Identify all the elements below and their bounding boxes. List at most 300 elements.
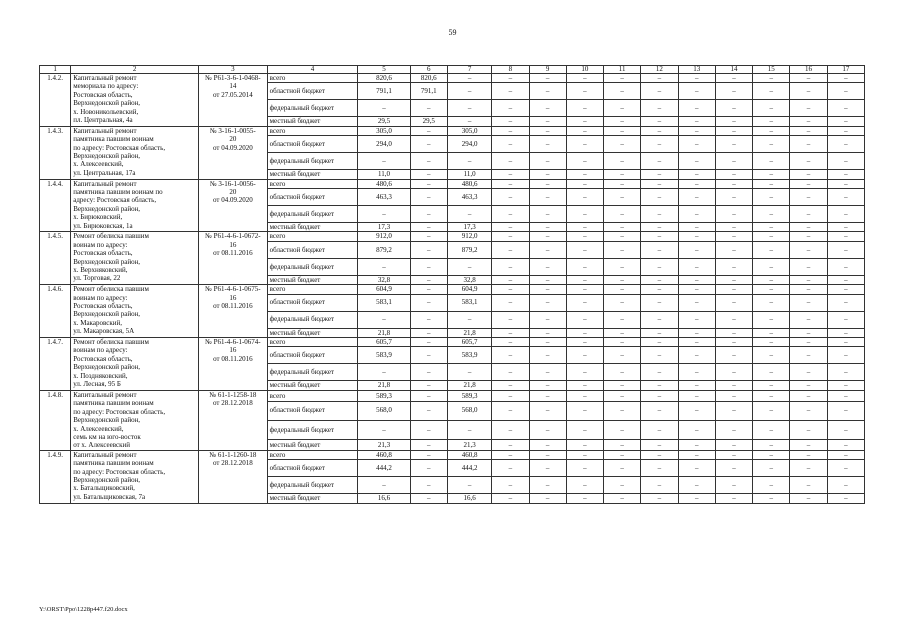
value-col-6: – [410,390,447,401]
value-empty: – [715,328,752,337]
header-cell: 17 [827,66,864,74]
value-empty: – [715,381,752,390]
value-empty: – [827,206,864,223]
value-col-7: 879,2 [447,241,491,258]
value-empty: – [715,136,752,153]
value-empty: – [529,170,566,179]
value-empty: – [604,241,641,258]
value-empty: – [492,477,529,494]
value-empty: – [529,206,566,223]
value-empty: – [715,258,752,275]
value-empty: – [529,153,566,170]
value-empty: – [827,223,864,232]
value-empty: – [827,420,864,439]
value-empty: – [753,294,790,311]
value-empty: – [641,450,678,459]
value-empty: – [715,275,752,284]
value-empty: – [827,83,864,100]
value-col-7: 32,8 [447,275,491,284]
value-empty: – [641,390,678,401]
header-cell: 7 [447,66,491,74]
item-number: 1.4.9. [40,450,71,503]
value-empty: – [604,170,641,179]
value-empty: – [715,420,752,439]
value-empty: – [753,381,790,390]
value-total: 294,0 [358,136,410,153]
value-col-7: – [447,206,491,223]
value-empty: – [678,117,715,126]
value-total: 463,3 [358,189,410,206]
funding-source: областной бюджет [267,294,358,311]
value-empty: – [790,420,827,439]
value-empty: – [492,364,529,381]
value-empty: – [790,179,827,188]
funding-source: местный бюджет [267,494,358,503]
value-empty: – [604,311,641,328]
value-col-6: – [410,179,447,188]
value-empty: – [790,381,827,390]
value-empty: – [827,294,864,311]
header-cell: 13 [678,66,715,74]
value-empty: – [566,74,603,83]
value-empty: – [604,206,641,223]
value-empty: – [678,223,715,232]
value-empty: – [827,275,864,284]
value-empty: – [529,328,566,337]
value-empty: – [715,223,752,232]
value-total: 21,8 [358,328,410,337]
value-empty: – [641,347,678,364]
value-empty: – [641,494,678,503]
header-cell: 15 [753,66,790,74]
header-cell: 10 [566,66,603,74]
value-col-6: – [410,126,447,135]
item-number: 1.4.6. [40,285,71,338]
funding-source: местный бюджет [267,381,358,390]
object-description: Капитальный ремонт памятника павшим воинам по адресу: Ростовская область, Верхнедонской район, х. Бирюковский, ул. Бирюковская, 1а [71,179,199,232]
value-empty: – [753,460,790,477]
value-empty: – [492,440,529,451]
value-total: – [358,153,410,170]
document-reference: № Р61-4-6-1-0674- 16 от 08.11.2016 [199,338,267,391]
value-empty: – [827,153,864,170]
value-empty: – [827,328,864,337]
value-empty: – [604,126,641,135]
value-empty: – [790,477,827,494]
value-empty: – [604,83,641,100]
value-empty: – [827,189,864,206]
value-col-6: – [410,153,447,170]
header-cell: 6 [410,66,447,74]
value-empty: – [529,294,566,311]
funding-source: местный бюджет [267,440,358,451]
value-col-6: – [410,170,447,179]
value-total: 583,1 [358,294,410,311]
value-empty: – [790,241,827,258]
value-empty: – [790,189,827,206]
value-empty: – [827,401,864,420]
value-empty: – [566,347,603,364]
value-empty: – [827,179,864,188]
value-empty: – [678,232,715,241]
value-empty: – [492,83,529,100]
table-row [40,338,865,347]
value-empty: – [715,477,752,494]
value-empty: – [715,338,752,347]
value-empty: – [566,136,603,153]
value-empty: – [790,100,827,117]
funding-source: областной бюджет [267,189,358,206]
value-empty: – [566,381,603,390]
value-empty: – [529,420,566,439]
value-total: 17,3 [358,223,410,232]
funding-source: областной бюджет [267,241,358,258]
value-empty: – [678,294,715,311]
value-empty: – [715,179,752,188]
value-empty: – [753,232,790,241]
value-col-7: 912,0 [447,232,491,241]
value-empty: – [678,460,715,477]
value-empty: – [529,381,566,390]
value-col-6: – [410,338,447,347]
value-empty: – [790,440,827,451]
header-cell: 12 [641,66,678,74]
value-col-6: – [410,311,447,328]
value-col-7: – [447,83,491,100]
value-col-6: – [410,460,447,477]
value-empty: – [715,74,752,83]
value-empty: – [827,136,864,153]
value-empty: – [827,450,864,459]
value-empty: – [566,364,603,381]
funding-source: областной бюджет [267,347,358,364]
value-empty: – [492,347,529,364]
object-description: Ремонт обелиска павшим воинам по адресу: Ростовская область, Верхнедонской район, х. Поздняковский, ул. Лесная, 95 Б [71,338,199,391]
value-empty: – [566,311,603,328]
value-empty: – [715,460,752,477]
value-empty: – [492,74,529,83]
value-empty: – [566,179,603,188]
value-empty: – [678,258,715,275]
object-description: Ремонт обелиска павшим воинам по адресу: Ростовская область, Верхнедонской район, х. Макаровский, ул. Макаровская, 5А [71,285,199,338]
value-empty: – [641,401,678,420]
funding-source: федеральный бюджет [267,364,358,381]
value-total: – [358,206,410,223]
item-number: 1.4.7. [40,338,71,391]
value-empty: – [753,440,790,451]
value-empty: – [753,74,790,83]
value-empty: – [753,420,790,439]
value-col-7: 480,6 [447,179,491,188]
value-empty: – [715,232,752,241]
value-empty: – [492,126,529,135]
value-empty: – [753,179,790,188]
object-description: Капитальный ремонт памятника павшим воинам по адресу: Ростовская область, Верхнедонской район, х. Алексеевский, семь км на юго-восток от х. Алексеевский [71,390,199,450]
value-empty: – [566,494,603,503]
value-total: 29,5 [358,117,410,126]
value-empty: – [604,381,641,390]
document-reference: № 3-16-1-0056- 20 от 04.09.2020 [199,179,267,232]
funding-source: всего [267,232,358,241]
value-empty: – [566,153,603,170]
value-col-7: – [447,74,491,83]
funding-source: федеральный бюджет [267,100,358,117]
value-empty: – [641,311,678,328]
value-col-7: – [447,153,491,170]
value-col-6: – [410,232,447,241]
value-empty: – [641,338,678,347]
table-row [40,74,865,83]
value-empty: – [678,126,715,135]
value-empty: – [604,401,641,420]
value-empty: – [641,381,678,390]
value-empty: – [604,338,641,347]
funding-source: федеральный бюджет [267,311,358,328]
value-empty: – [790,223,827,232]
item-number: 1.4.2. [40,74,71,127]
value-col-7: 605,7 [447,338,491,347]
value-total: 568,0 [358,401,410,420]
value-empty: – [753,223,790,232]
value-empty: – [566,294,603,311]
value-empty: – [492,189,529,206]
value-empty: – [604,275,641,284]
value-empty: – [529,440,566,451]
value-empty: – [641,100,678,117]
value-col-7: 21,8 [447,328,491,337]
value-empty: – [753,206,790,223]
value-empty: – [492,153,529,170]
value-col-7: 21,3 [447,440,491,451]
value-col-7: 16,6 [447,494,491,503]
header-cell: 4 [267,66,358,74]
value-empty: – [753,170,790,179]
value-total: 912,0 [358,232,410,241]
value-empty: – [641,126,678,135]
funding-source: всего [267,126,358,135]
value-empty: – [604,477,641,494]
value-empty: – [827,241,864,258]
value-empty: – [790,390,827,401]
value-empty: – [678,179,715,188]
value-total: 604,9 [358,285,410,294]
value-empty: – [715,390,752,401]
value-col-6: – [410,328,447,337]
value-empty: – [790,153,827,170]
value-empty: – [529,338,566,347]
value-empty: – [566,420,603,439]
value-empty: – [715,294,752,311]
value-empty: – [604,440,641,451]
value-empty: – [715,153,752,170]
table-row [40,450,865,459]
value-empty: – [604,390,641,401]
value-total: 820,6 [358,74,410,83]
value-empty: – [604,285,641,294]
value-col-6: – [410,100,447,117]
value-empty: – [827,126,864,135]
value-empty: – [492,460,529,477]
value-empty: – [790,338,827,347]
value-empty: – [641,420,678,439]
value-total: 583,9 [358,347,410,364]
value-empty: – [641,440,678,451]
value-empty: – [790,294,827,311]
value-total: – [358,258,410,275]
value-empty: – [529,275,566,284]
value-empty: – [827,170,864,179]
value-empty: – [641,170,678,179]
value-empty: – [678,338,715,347]
value-col-6: – [410,294,447,311]
value-empty: – [753,275,790,284]
value-empty: – [753,347,790,364]
value-empty: – [604,420,641,439]
value-empty: – [827,440,864,451]
value-empty: – [678,390,715,401]
value-total: 16,6 [358,494,410,503]
value-total: 21,3 [358,440,410,451]
value-empty: – [678,364,715,381]
value-empty: – [641,364,678,381]
value-empty: – [604,460,641,477]
value-empty: – [529,100,566,117]
funding-source: местный бюджет [267,170,358,179]
value-empty: – [790,126,827,135]
value-empty: – [715,494,752,503]
value-empty: – [678,311,715,328]
value-empty: – [604,100,641,117]
value-empty: – [492,390,529,401]
value-empty: – [827,232,864,241]
value-empty: – [753,364,790,381]
value-col-6: – [410,440,447,451]
value-total: 879,2 [358,241,410,258]
value-col-6: – [410,258,447,275]
value-empty: – [678,420,715,439]
value-empty: – [529,311,566,328]
value-empty: – [678,328,715,337]
funding-source: местный бюджет [267,223,358,232]
value-empty: – [529,450,566,459]
value-col-7: 463,3 [447,189,491,206]
table-row [40,126,865,135]
value-total: – [358,311,410,328]
value-empty: – [641,179,678,188]
funding-source: областной бюджет [267,83,358,100]
value-empty: – [827,100,864,117]
value-empty: – [753,450,790,459]
value-empty: – [492,420,529,439]
value-col-7: 21,8 [447,381,491,390]
value-empty: – [790,494,827,503]
value-empty: – [790,285,827,294]
funding-source: всего [267,338,358,347]
value-empty: – [827,364,864,381]
value-empty: – [641,285,678,294]
value-empty: – [604,347,641,364]
value-empty: – [604,328,641,337]
value-empty: – [492,450,529,459]
value-empty: – [753,241,790,258]
item-number: 1.4.5. [40,232,71,285]
value-empty: – [827,347,864,364]
value-empty: – [566,223,603,232]
value-empty: – [715,285,752,294]
value-empty: – [566,338,603,347]
value-empty: – [715,311,752,328]
value-total: 460,8 [358,450,410,459]
value-empty: – [753,126,790,135]
value-empty: – [715,126,752,135]
value-empty: – [678,153,715,170]
value-col-6: – [410,223,447,232]
funding-source: федеральный бюджет [267,258,358,275]
page-number: 59 [448,28,457,37]
header-cell: 1 [40,66,71,74]
value-empty: – [641,460,678,477]
value-empty: – [715,117,752,126]
funding-source: местный бюджет [267,117,358,126]
value-empty: – [604,450,641,459]
value-empty: – [566,450,603,459]
value-col-7: 589,3 [447,390,491,401]
value-empty: – [566,440,603,451]
value-empty: – [641,83,678,100]
value-empty: – [529,74,566,83]
header-cell: 8 [492,66,529,74]
document-reference: № 61-1-1260-18 от 28.12.2018 [199,450,267,503]
value-empty: – [604,179,641,188]
value-empty: – [678,206,715,223]
value-empty: – [641,189,678,206]
value-total: 589,3 [358,390,410,401]
value-empty: – [566,117,603,126]
value-empty: – [566,100,603,117]
value-empty: – [492,170,529,179]
value-col-6: – [410,136,447,153]
value-empty: – [790,347,827,364]
value-empty: – [492,223,529,232]
document-reference: № Р61-4-6-1-0675- 16 от 08.11.2016 [199,285,267,338]
funding-source: всего [267,179,358,188]
value-empty: – [790,401,827,420]
value-empty: – [753,83,790,100]
value-empty: – [604,232,641,241]
value-empty: – [492,285,529,294]
value-total: – [358,364,410,381]
value-total: 32,8 [358,275,410,284]
value-empty: – [641,258,678,275]
value-empty: – [641,232,678,241]
value-empty: – [529,401,566,420]
value-empty: – [790,232,827,241]
header-cell: 2 [71,66,199,74]
value-empty: – [678,494,715,503]
table-row [40,390,865,401]
value-empty: – [604,258,641,275]
header-cell: 3 [199,66,267,74]
value-empty: – [566,232,603,241]
header-cell: 14 [715,66,752,74]
document-reference: № 61-1-1258-18 от 28.12.2018 [199,390,267,450]
value-col-7: 305,0 [447,126,491,135]
value-empty: – [678,275,715,284]
value-empty: – [641,241,678,258]
value-empty: – [529,390,566,401]
value-col-7: 460,8 [447,450,491,459]
value-empty: – [753,477,790,494]
